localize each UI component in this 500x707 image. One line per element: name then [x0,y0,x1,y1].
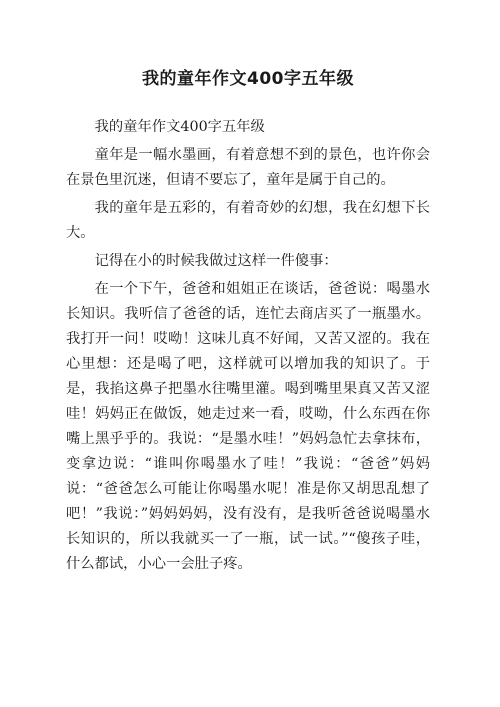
paragraph-intro: 童年是一幅水墨画，有着意想不到的景色，也许你会在景色里沉迷，但请不要忘了，童年是属于自己的。 [66,147,430,188]
paragraph-story: 在一个下午，爸爸和姐姐正在谈话，爸爸说：喝墨水长知识。我听信了爸爸的话，连忙去商店买了一瓶墨水。我打开一问！哎呦！这味儿真不好闻，又苦又涩的。我在心里想：还是喝了吧，这样就可以增加我的知识了。于是，我掐这鼻子把墨水往嘴里灌。喝到嘴里果真又苦又涩哇！妈妈正在做饭，她走过来一看，哎呦，什么东西在你嘴上黑乎乎的。我说：“是墨水哇！”妈妈急忙去拿抹布，变拿边说：“谁叫你喝墨水了哇！”我说：“爸爸”妈妈说：“爸爸怎么可能让你喝墨水呢！准是你又胡思乱想了吧！”我说：”妈妈妈妈，没有没有，是我听爸爸说喝墨水长知识的，所以我就买一了一瓶，试一试。”“傻孩子哇，什么都试，小心一会肚子疼。 [66,281,430,572]
paragraph-memory: 记得在小的时候我做过这样一件傻事： [94,253,338,269]
paragraph-colorful: 我的童年是五彩的，有着奇妙的幻想，我在幻想下长大。 [66,200,430,241]
paragraph-subtitle: 我的童年作文400字五年级 [94,119,265,135]
document-title: 我的童年作文400字五年级 [142,69,354,89]
